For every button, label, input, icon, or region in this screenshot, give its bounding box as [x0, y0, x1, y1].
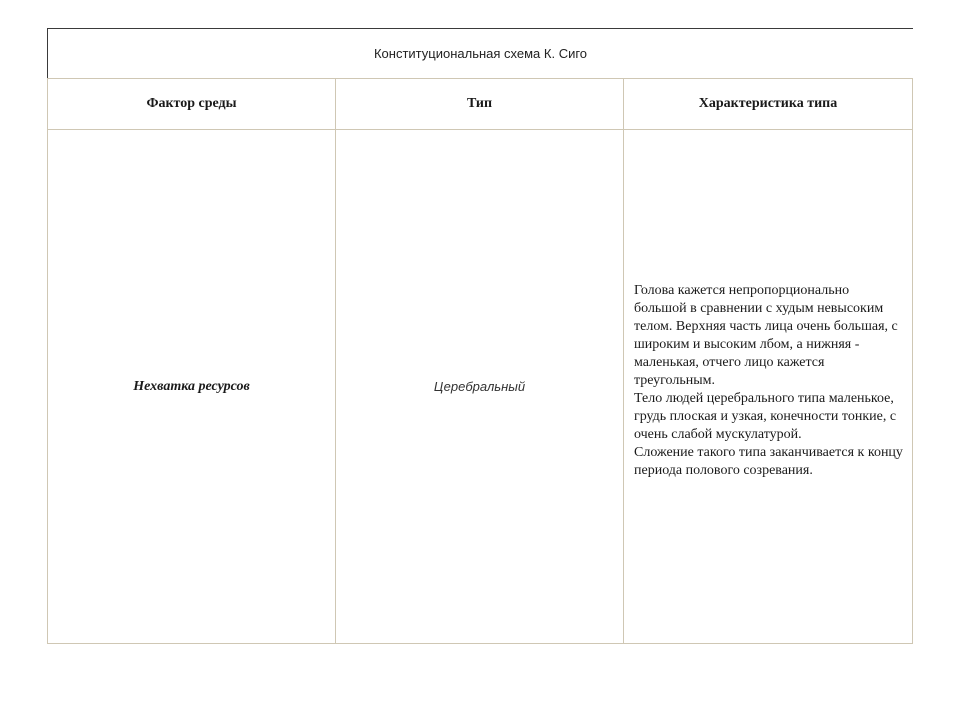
header-characteristic: Характеристика типа [698, 96, 838, 111]
header-cell-characteristic [624, 79, 912, 129]
cell-factor [48, 130, 336, 643]
table-grid [47, 78, 913, 644]
header-cell-factor [48, 79, 336, 129]
header-factor: Фактор среды [146, 96, 237, 111]
header-type: Тип [466, 96, 493, 111]
table-title [47, 28, 913, 78]
cell-characteristic [624, 130, 912, 643]
characteristic-description [624, 282, 912, 480]
cell-type [336, 130, 624, 643]
description-paragraph: Сложение такого типа заканчивается к концу периода полового созревания. [634, 444, 903, 478]
table-title-text: Конституциональная схема К. Сиго [373, 46, 588, 61]
header-cell-type [336, 79, 624, 129]
description-paragraph: Голова кажется непропорционально большой в сравнении с худым невысоким телом. Верхняя часть лица очень большая, с широким и высоким лбом, а нижняя - маленькая, отчего лицо кажется треугольным. [634, 282, 898, 388]
type-value: Церебральный [433, 379, 526, 394]
factor-value: Нехватка ресурсов [133, 378, 250, 394]
constitutional-scheme-table [47, 28, 913, 644]
table-header-row [48, 79, 912, 130]
description-paragraph: Тело людей церебрального типа маленькое, грудь плоская и узкая, конечности тонкие, с очень слабой мускулатурой. [634, 390, 897, 442]
table-row [48, 130, 912, 643]
